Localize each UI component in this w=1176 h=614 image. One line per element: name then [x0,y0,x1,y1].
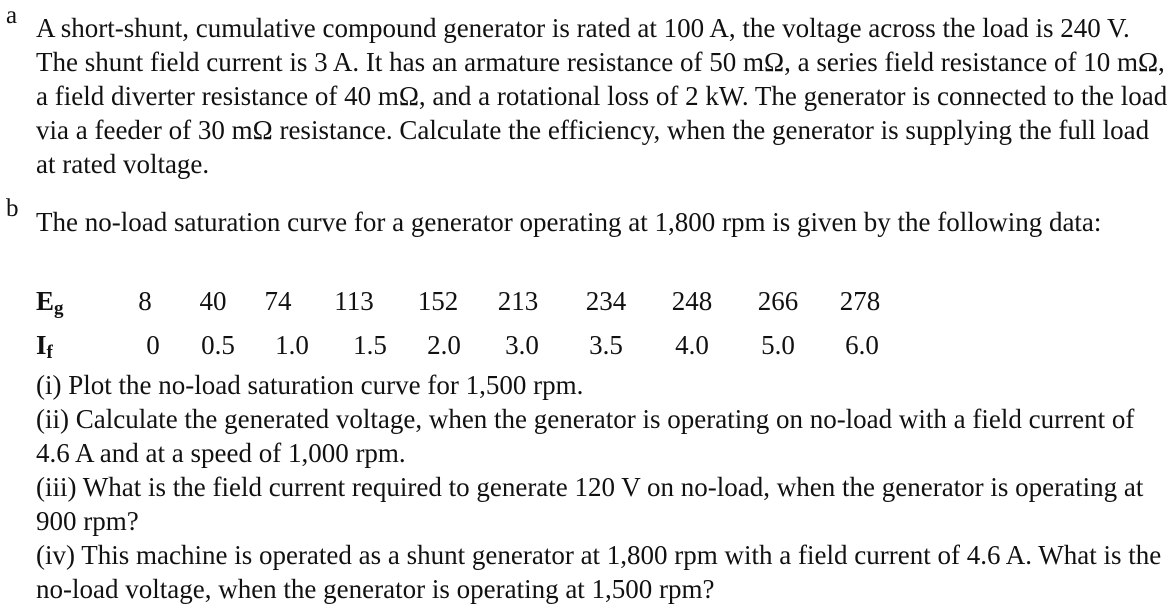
question-a-text: A short-shunt, cumulative compound generator is rated at 100 A, the voltage across the load is 240 V. The shunt field current is 3 A. It has an armature resistance of 50 mΩ, a series field resistance of 10 mΩ, a field diverter resistance of 40 mΩ, and a rotational loss of 2 kW. The generator is connected to the load via a feeder of 30 mΩ resistance. Calculate the efficiency, when the generator is supplying the full load at rated voltage. [36,13,1168,179]
eg-value: 266 [757,286,799,316]
question-a-letter: a [6,2,18,29]
if-value: 5.0 [761,330,795,360]
if-value: 2.0 [427,330,461,360]
eg-label: $E_g$ [36,286,64,319]
part-i: (i) Plot the no-load saturation curve for 1,500 rpm. [36,370,584,400]
eg-value: 40 [199,286,227,316]
eg-value: 278 [839,286,881,316]
if-value: 6.0 [845,330,879,360]
if-value: 0 [146,330,160,360]
eg-row [36,284,936,320]
part-iii: (iii) What is the field current required to generate 120 V on no-load, when the generator is operating at 900 rpm? [36,472,1144,536]
saturation-data-table [36,284,936,364]
if-label: $I_f$ [36,330,53,363]
part-ii: (ii) Calculate the generated voltage, when the generator is operating on no-load with a field current of 4.6 A and at a speed of 1,000 rpm. [36,404,1135,468]
part-iv: (iv) This machine is operated as a shunt generator at 1,800 rpm with a field current of 4.6 A. What is the no-load voltage, when the generator is operating at 1,500 rpm? [36,540,1162,604]
if-value: 3.0 [505,330,539,360]
question-b-intro: The no-load saturation curve for a generator operating at 1,800 rpm is given by the following data: [36,207,1102,237]
if-value: 3.5 [589,330,623,360]
if-value: 0.5 [201,330,235,360]
eg-value: 74 [264,286,292,316]
if-value: 1.0 [275,330,309,360]
if-value: 1.5 [353,330,387,360]
eg-value: 234 [585,286,627,316]
eg-value: 152 [417,286,459,316]
if-value: 4.0 [675,330,709,360]
eg-value: 213 [497,286,539,316]
if-row [36,328,936,364]
eg-value: 248 [671,286,713,316]
eg-value: 8 [138,286,152,316]
question-b-letter: b [6,195,19,222]
question-b-parts [36,368,1174,606]
eg-value: 113 [334,286,374,316]
